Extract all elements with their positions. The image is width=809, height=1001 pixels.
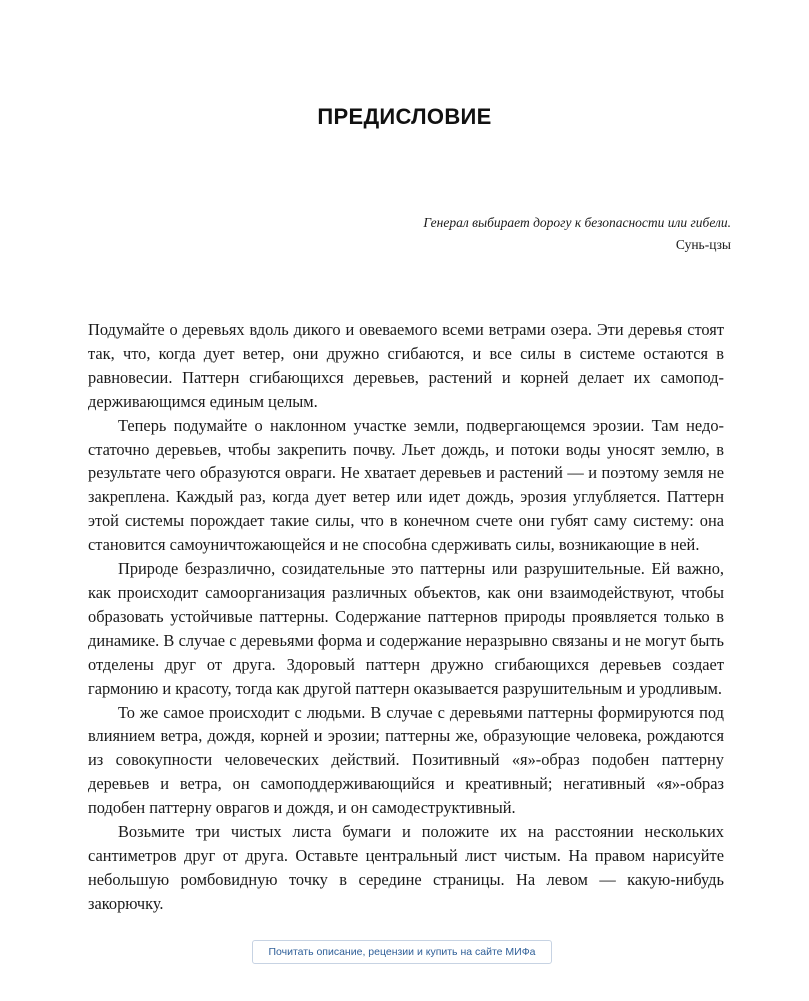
epigraph-author: Сунь-цзы: [675, 237, 731, 252]
paragraph-4: То же самое происходит с людьми. В случае с деревьями паттерны формируются под влиянием ветра, дождя, корней и эрозии; паттерны же, образующие человека, рождаются из совокупности человеческих действий. Позитивный «я»-образ подобен паттерну деревьев и ветра, он самоподдерживающийся и креативный; негативный «я»-образ подобен паттерну оврагов и дождя, и он самодеструктивный.: [88, 702, 724, 818]
paragraph-3: Природе безразлично, созидательные это паттерны или разрушительные. Ей важно, как происходит самоорганизация различных объектов, как они взаимодействуют, чтобы образовать устойчивые паттерны. Содержание паттернов природы проявляется только в динамике. В случае с деревьями форма и содержание неразрывно связаны и не могут быть отделены друг от друга. Здоровый паттерн дружно сгибающихся деревьев создает гармонию и красоту, тогда как другой паттерн оказывается разрушительным и уродливым.: [88, 559, 724, 698]
epigraph: [311, 212, 731, 256]
paragraph-5: Возьмите три чистых листа бумаги и положите их на расстоянии нескольких сантиметров друг от друга. Оставьте центральный лист чистым. На правом нарисуйте небольшую ромбовидную точку в середине страницы. На левом — какую-нибудь закорючку.: [88, 822, 724, 913]
body-text: [88, 318, 724, 916]
paragraph-2: Теперь подумайте о наклонном участке земли, подвергающемся эрозии. Там недостаточно деревьев, чтобы закрепить почву. Льет дождь, и потоки воды уносят землю, в результате чего образуются овраги. Не хватает деревьев и растений — и поэтому земля не закреплена. Каждый раз, когда дует ветер или идет дождь, эрозия углубляется. Паттерн этой системы порождает такие силы, что в конечном счете они губят саму систему: она становится самоуничтожающейся и не способна сдерживать силы, возникающие в ней.: [88, 415, 724, 555]
chapter-title: ПРЕДИСЛОВИЕ: [317, 104, 492, 129]
epigraph-quote: Генерал выбирает дорогу к безопасности или гибели.: [423, 215, 731, 230]
buy-on-mif-link[interactable]: Почитать описание, рецензии и купить на сайте МИФа: [252, 940, 552, 964]
paragraph-1: Подумайте о деревьях вдоль дикого и овеваемого всеми ветрами озера. Эти деревья стоят так, что, когда дует ветер, они дружно сгибаются, и все силы в системе остаются в равновесии. Паттерн сгибающихся деревьев, растений и корней делает их самоподдерживающимся единым целым.: [88, 320, 724, 411]
